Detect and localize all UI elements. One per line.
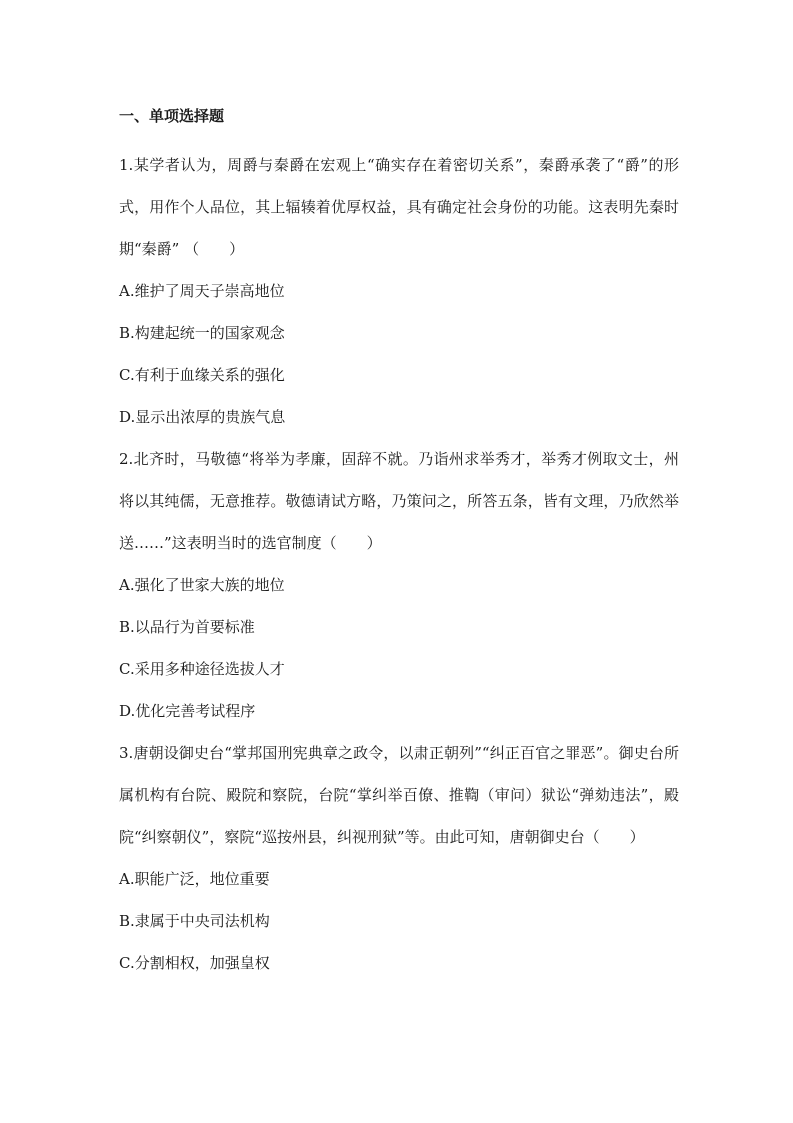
option-c: C.有利于血缘关系的强化: [119, 366, 285, 384]
option-d: D.显示出浓厚的贵族气息: [119, 408, 286, 426]
option-b: B.以品行为首要标准: [119, 618, 255, 636]
option-a: A.强化了世家大族的地位: [119, 576, 285, 594]
option-d: D.优化完善考试程序: [119, 702, 256, 720]
option-b: B.隶属于中央司法机构: [119, 912, 270, 930]
question-3: [119, 732, 679, 984]
question-1: [119, 144, 679, 438]
option-a: A.职能广泛，地位重要: [119, 870, 270, 888]
question-stem: 3.唐朝设御史台“掌邦国刑宪典章之政令，以肃正朝列”“纠正百官之罪恶”。御史台所属机构有台院、殿院和察院，台院“掌纠举百僚、推鞫（审问）狱讼“弹劾违法”，殿院“纠察朝仪”，察院“巡按州县，纠视刑狱”等。由此可知，唐朝御史台（ ）: [119, 744, 679, 846]
option-c: C.分割相权，加强皇权: [119, 954, 270, 972]
question-stem: 2.北齐时，马敬德“将举为孝廉，固辞不就。乃诣州求举秀才，举秀才例取文士，州将以其纯儒，无意推荐。敬德请试方略，乃策问之，所答五条，皆有文理，乃欣然举送……”这表明当时的选官制度（ ）: [119, 450, 679, 552]
option-c: C.采用多种途径选拔人才: [119, 660, 285, 678]
section-heading: 一、单项选择题: [119, 107, 225, 125]
option-b: B.构建起统一的国家观念: [119, 324, 285, 342]
document-content: [119, 102, 679, 984]
question-2: [119, 438, 679, 732]
option-a: A.维护了周天子崇高地位: [119, 282, 285, 300]
question-stem: 1.某学者认为，周爵与秦爵在宏观上“确实存在着密切关系”，秦爵承袭了“爵”的形式，用作个人品位，其上辐辏着优厚权益，具有确定社会身份的功能。这表明先秦时期“秦爵” （ ）: [119, 156, 679, 258]
